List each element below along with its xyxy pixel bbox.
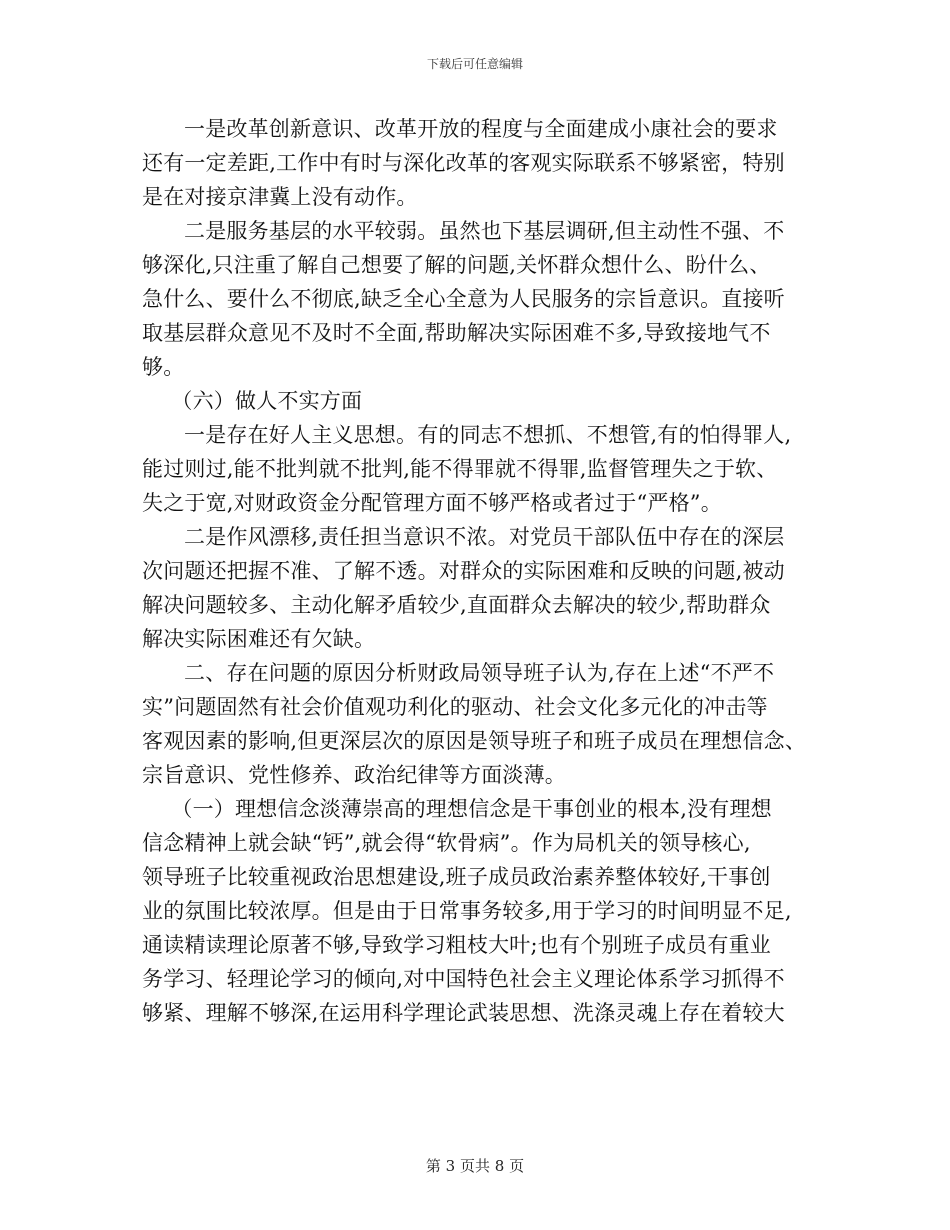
- text-line: 二、存在问题的原因分析财政局领导班子认为,存在上述“不严不: [184, 661, 775, 685]
- text-line: 实”问题固然有社会价值观功利化的驱动、社会文化多元化的冲击等: [142, 695, 768, 719]
- text-line: 宗旨意识、党性修养、政治纪律等方面淡薄。: [142, 763, 566, 787]
- text-line: 业的氛围比较浓厚。但是由于日常事务较多,用于学习的时间明显不足,: [142, 899, 792, 923]
- page-footer: 第 3 页共 8 页: [425, 1157, 525, 1175]
- paragraph: [142, 112, 814, 214]
- text-line: （一）理想信念淡薄崇高的理想信念是干事创业的根本,没有理想: [171, 797, 772, 821]
- text-line: 务学习、轻理论学习的倾向,对中国特色社会主义理论体系学习抓得不: [142, 967, 785, 991]
- paragraph: [142, 520, 814, 656]
- text-line: （六）做人不实方面: [171, 389, 363, 413]
- text-line: 客观因素的影响,但更深层次的原因是领导班子和班子成员在理想信念、: [142, 729, 807, 753]
- text-line: 信念精神上就会缺“钙”,就会得“软骨病”。作为局机关的领导核心,: [142, 831, 751, 855]
- text-line: 解决问题较多、主动化解矛盾较少,直面群众去解决的较少,帮助群众: [142, 593, 771, 617]
- text-line: 一是改革创新意识、改革开放的程度与全面建成小康社会的要求: [184, 117, 778, 141]
- text-line: 还有一定差距,工作中有时与深化改革的客观实际联系不够紧密，特别: [142, 151, 785, 175]
- text-line: 领导班子比较重视政治思想建设,班子成员政治素养整体较好,干事创: [142, 865, 771, 889]
- page-header: 下载后可任意编辑: [426, 57, 523, 71]
- text-line: 失之于宽,对财政资金分配管理方面不够严格或者过于“严格”。: [142, 491, 722, 515]
- paragraph: [142, 214, 814, 384]
- paragraph: [142, 792, 814, 1030]
- text-line: 是在对接京津冀上没有动作。: [142, 185, 418, 209]
- text-line: 够紧、理解不够深,在运用科学理论武装思想、洗涤灵魂上存在着较大: [142, 1001, 785, 1025]
- text-line: 取基层群众意见不及时不全面,帮助解决实际困难不多,导致接地气不: [142, 321, 771, 345]
- paragraph: [142, 418, 814, 520]
- text-line: 解决实际困难还有欠缺。: [142, 627, 376, 651]
- text-line: 次问题还把握不准、了解不透。对群众的实际困难和反映的问题,被动: [142, 559, 785, 583]
- text-line: 一是存在好人主义思想。有的同志不想抓、不想管,有的怕得罪人,: [184, 423, 792, 447]
- text-line: 够深化,只注重了解自己想要了解的问题,关怀群众想什么、盼什么、: [142, 253, 771, 277]
- document-body: [142, 112, 814, 1030]
- text-line: 能过则过,能不批判就不批判,能不得罪就不得罪,监督管理失之于软、: [142, 457, 778, 481]
- text-line: 通读精读理论原著不够,导致学习粗枝大叶;也有个别班子成员有重业: [142, 933, 771, 957]
- paragraph: [142, 656, 814, 792]
- paragraph: [142, 384, 814, 418]
- text-line: 二是作风漂移,责任担当意识不浓。对党员干部队伍中存在的深层: [184, 525, 785, 549]
- text-line: 急什么、要什么不彻底,缺乏全心全意为人民服务的宗旨意识。直接听: [142, 287, 785, 311]
- text-line: 二是服务基层的水平较弱。虽然也下基层调研,但主动性不强、不: [184, 219, 785, 243]
- text-line: 够。: [142, 355, 185, 379]
